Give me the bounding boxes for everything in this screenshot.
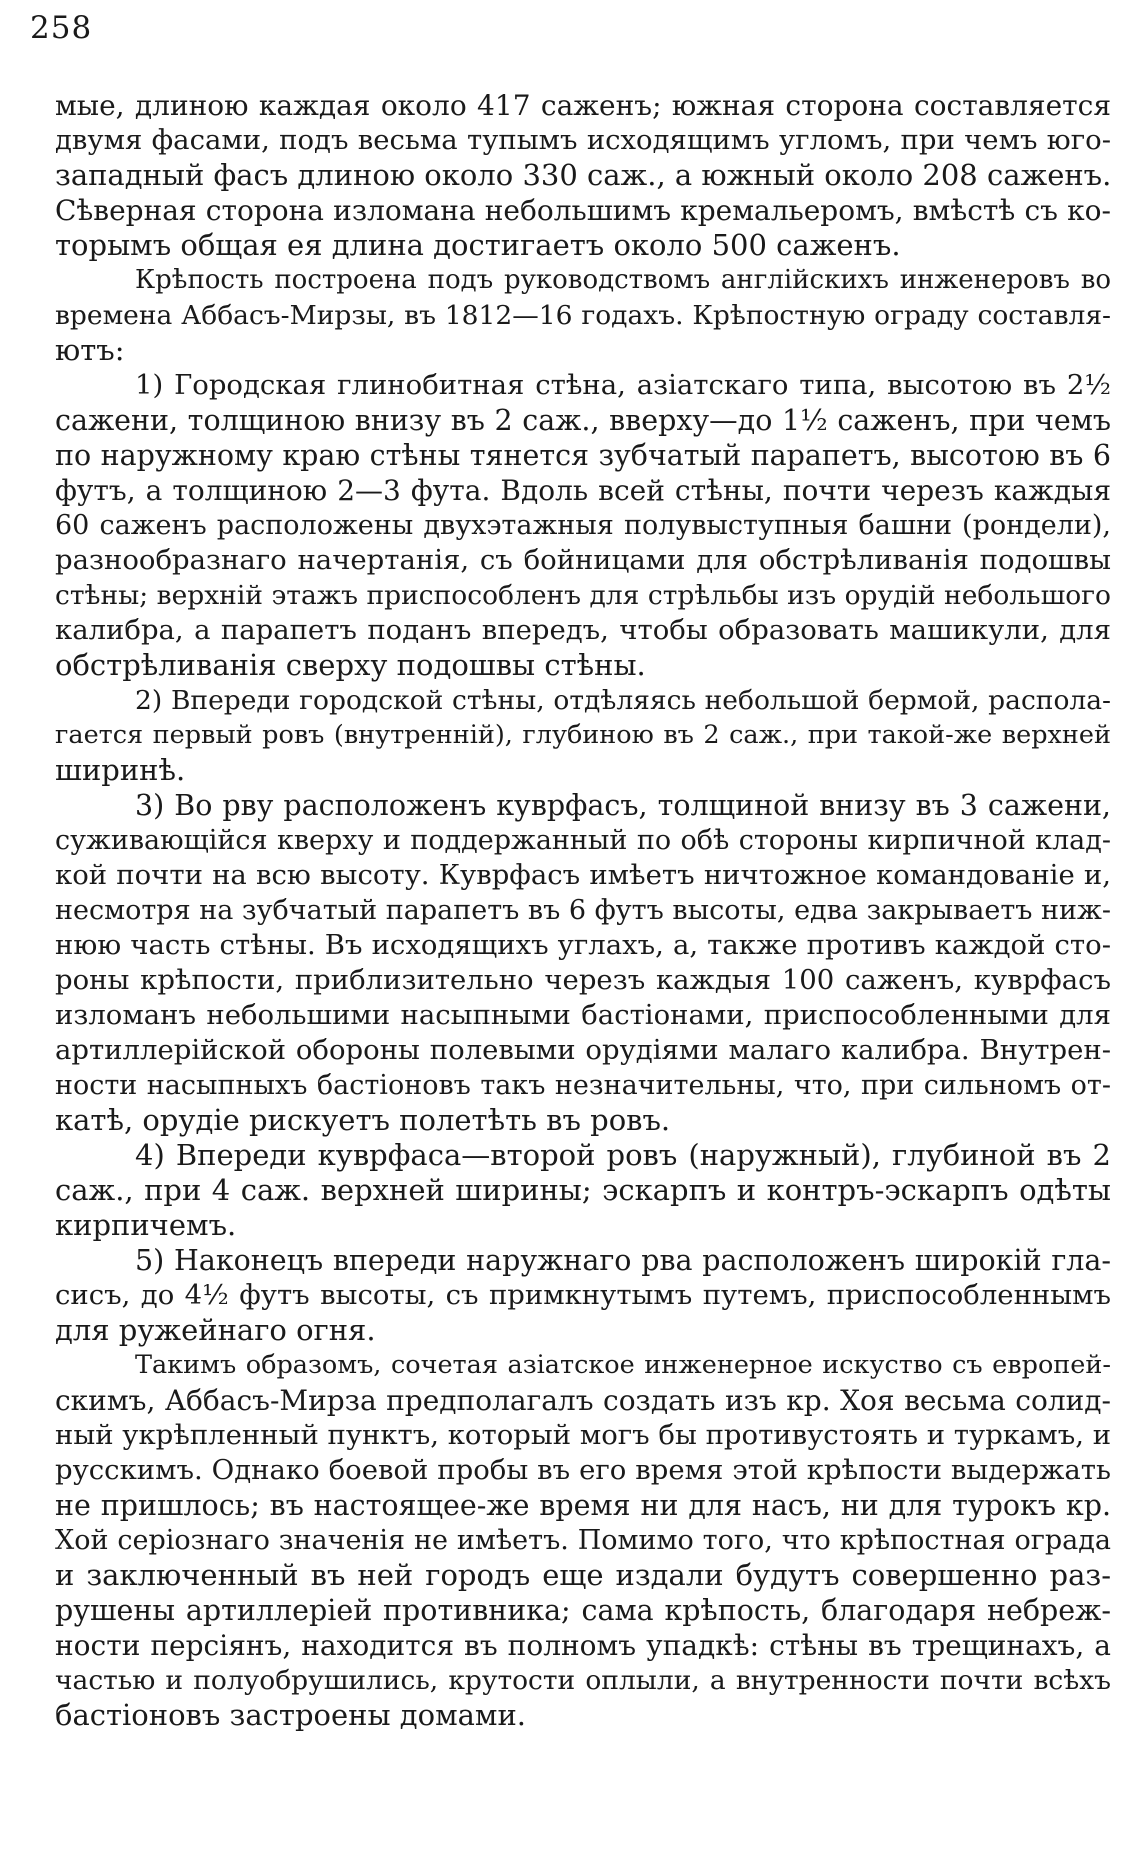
text-line: не пришлось; въ настоящее-же время ни для насъ, ни для турокъ кр. xyxy=(55,1489,1111,1522)
text-line: стѣны; верхній этажъ приспособленъ для стрѣльбы изъ орудій небольшого xyxy=(55,580,1111,611)
text-line: рушены артиллеріей противника; сама крѣпость, благодаря небреж- xyxy=(55,1594,1111,1627)
text-line: 1) Городская глинобитная стѣна, азіатскаго типа, высотою въ 2½ xyxy=(135,369,1111,401)
text-line: футъ, а толщиною 2—3 фута. Вдоль всей стѣны, почти черезъ каждыя xyxy=(55,474,1111,507)
text-line: русскимъ. Однако боевой пробы въ его время этой крѣпости выдержать xyxy=(55,1454,1111,1486)
text-line: кирпичемъ. xyxy=(55,1208,237,1242)
text-line: 60 саженъ расположены двухэтажныя полувыступныя башни (рондели), xyxy=(55,510,1111,541)
text-line: гается первый ровъ (внутренній), глубиною въ 2 саж., при такой-же верхней xyxy=(55,720,1111,750)
text-line: Такимъ образомъ, сочетая азіатское инженерное искуство съ европей- xyxy=(135,1350,1111,1380)
text-line: сажени, толщиною внизу въ 2 саж., вверху—до 1½ саженъ, при чемъ xyxy=(55,404,1111,437)
text-line: ности персіянъ, находится въ полномъ упадкѣ: стѣны въ трещинахъ, а xyxy=(55,1629,1111,1662)
text-line: двумя фасами, подъ весьма тупымъ исходящимъ угломъ, при чемъ юго- xyxy=(55,124,1111,156)
text-line: суживающійся кверху и поддержанный по обѣ стороны кирпичной клад- xyxy=(55,825,1111,856)
text-line: обстрѣливанія сверху подошвы стѣны. xyxy=(55,648,646,682)
text-line: несмотря на зубчатый парапетъ въ 6 футъ высоты, едва закрываетъ ниж- xyxy=(55,895,1111,926)
text-line: роны крѣпости, приблизительно черезъ каждыя 100 саженъ, куврфасъ xyxy=(55,964,1111,996)
text-line: Хой серіознаго значенія не имѣетъ. Помимо того, что крѣпостная ограда xyxy=(55,1525,1111,1556)
text-line: времена Аббасъ-Мирзы, въ 1812—16 годахъ. Крѣпостную ограду составля- xyxy=(55,300,1111,331)
text-line: калибра, а парапетъ поданъ впередъ, чтобы образовать машикули, для xyxy=(55,614,1111,646)
text-line: катѣ, орудіе рискуетъ полетѣть въ ровъ. xyxy=(55,1103,671,1137)
text-line: 4) Впереди куврфаса—второй ровъ (наружный), глубиной въ 2 xyxy=(135,1138,1111,1172)
page-number: 258 xyxy=(30,10,93,46)
text-line: кой почти на всю высоту. Куврфасъ имѣетъ ничтожное командованіе и, xyxy=(55,859,1111,891)
text-line: ширинѣ. xyxy=(55,753,186,787)
text-line: разнообразнаго начертанія, съ бойницами для обстрѣливанія подошвы xyxy=(55,544,1111,576)
text-line: 5) Наконецъ впереди наружнаго рва расположенъ широкій гла- xyxy=(135,1244,1111,1277)
text-line: саж., при 4 саж. верхней ширины; эскарпъ и контръ-эскарпъ одѣты xyxy=(55,1173,1111,1207)
text-line: артиллерійской обороны полевыми орудіями малаго калибра. Внутрен- xyxy=(55,1034,1111,1066)
text-line: для ружейнаго огня. xyxy=(55,1313,376,1347)
text-line: сисъ, до 4½ футъ высоты, съ примкнутымъ путемъ, приспособленнымъ xyxy=(55,1279,1111,1311)
text-line: изломанъ небольшими насыпными бастіонами, приспособленными для xyxy=(55,999,1111,1031)
text-line: Крѣпость построена подъ руководствомъ англійскихъ инженеровъ во xyxy=(135,265,1111,295)
text-line: торымъ общая ея длина достигаетъ около 500 саженъ. xyxy=(55,228,901,262)
text-line: Сѣверная сторона изломана небольшимъ кремальеромъ, вмѣстѣ съ ко- xyxy=(55,194,1111,227)
text-line: 2) Впереди городской стѣны, отдѣляясь небольшой бермой, распола- xyxy=(135,685,1111,716)
body-text xyxy=(55,88,1111,1733)
text-line: частью и полуобрушились, крутости оплыли, а внутренности почти всѣхъ xyxy=(55,1665,1111,1696)
text-line: скимъ, Аббасъ-Мирза предполагалъ создать изъ кр. Хоя весьма солид- xyxy=(55,1384,1111,1417)
text-line: ности насыпныхъ бастіоновъ такъ незначительны, что, при сильномъ от- xyxy=(55,1070,1111,1101)
text-line: нюю часть стѣны. Въ исходящихъ углахъ, а, также противъ каждой сто- xyxy=(55,929,1111,961)
text-line: 3) Во рву расположенъ куврфасъ, толщиной внизу въ 3 сажени, xyxy=(135,789,1111,822)
text-line: западный фасъ длиною около 330 саж., а южный около 208 саженъ. xyxy=(55,158,1111,192)
text-line: ютъ: xyxy=(55,333,125,367)
text-line: и заключенный въ ней городъ еще издали будутъ совершенно раз- xyxy=(55,1558,1111,1592)
text-line: ный укрѣпленный пунктъ, который могъ бы противустоять и туркамъ, и xyxy=(55,1419,1111,1451)
text-line: бастіоновъ застроены домами. xyxy=(55,1698,527,1732)
text-line: по наружному краю стѣны тянется зубчатый парапетъ, высотою въ 6 xyxy=(55,439,1111,472)
text-line: мые, длиною каждая около 417 саженъ; южная сторона составляется xyxy=(55,89,1111,122)
